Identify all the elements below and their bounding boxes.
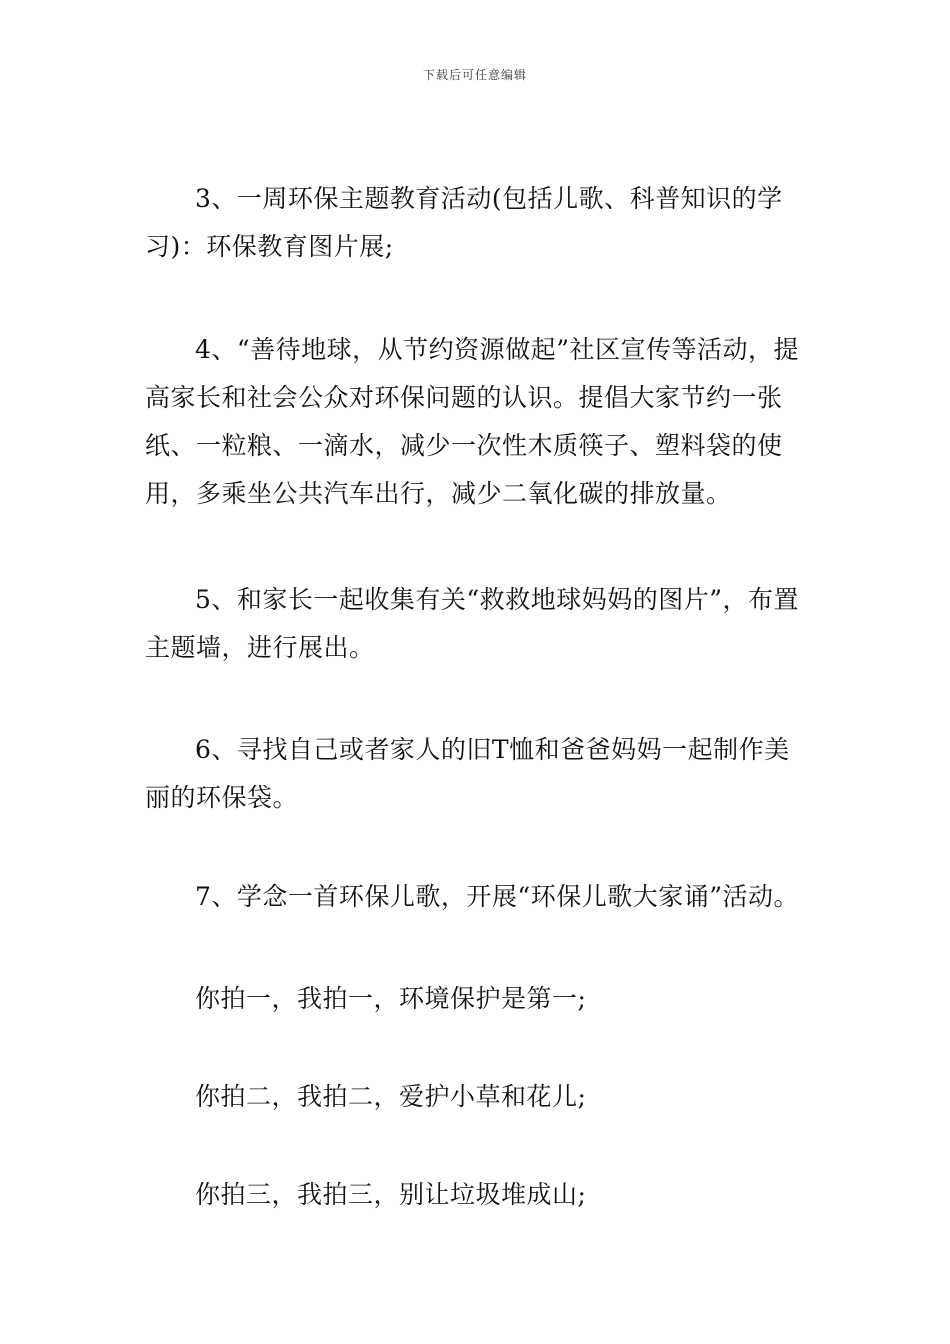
paragraph-item-3: 3、一周环保主题教育活动(包括儿歌、科普知识的学习)：环保教育图片展;	[145, 184, 783, 261]
rhyme-line-1: 你拍一，我拍一，环境保护是第一;	[195, 984, 587, 1013]
paragraph-item-5: 5、和家长一起收集有关“救救地球妈妈的图片”，布置主题墙，进行展出。	[145, 585, 799, 662]
rhyme-line-2: 你拍二，我拍二，爱护小草和花儿;	[195, 1082, 587, 1111]
rhyme-line-3: 你拍三，我拍三，别让垃圾堆成山;	[195, 1180, 587, 1209]
paragraph-item-4: 4、“善待地球，从节约资源做起”社区宣传等活动，提高家长和社会公众对环保问题的认识。提倡大家节约一张纸、一粒粮、一滴水，减少一次性木质筷子、塑料袋的使用，多乘坐公共汽车出行，减少二氧化碳的排放量。	[145, 335, 799, 508]
paragraph-item-7: 7、学念一首环保儿歌，开展“环保儿歌大家诵”活动。	[195, 882, 799, 911]
page-header: 下载后可任意编辑	[422, 68, 527, 82]
paragraph-item-6: 6、寻找自己或者家人的旧T恤和爸爸妈妈一起制作美丽的环保袋。	[145, 735, 790, 812]
